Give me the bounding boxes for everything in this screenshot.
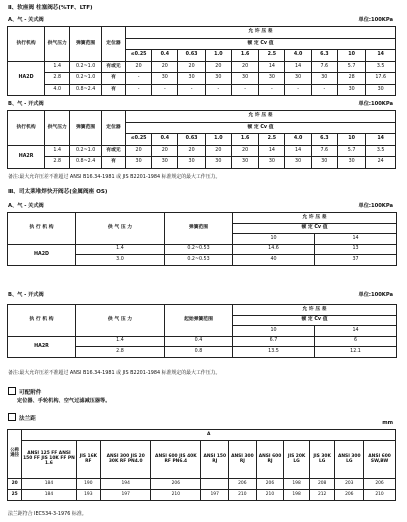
value-cell: 17.6 — [366, 73, 396, 85]
value-cell: 190 — [76, 479, 101, 490]
spring-cell: 0.8~2.4 — [70, 157, 102, 169]
value-cell: - — [231, 84, 258, 96]
value-cell: 6 — [315, 336, 397, 347]
header-actuator: 执行机构 — [8, 111, 45, 146]
value-cell: 14 — [259, 61, 285, 73]
value-cell: - — [205, 84, 231, 96]
supply-cell: 1.4 — [45, 61, 70, 73]
cv-value-header: 4.0 — [285, 50, 311, 62]
spring-cell: 0.2~1.0 — [70, 145, 102, 157]
cv-value-header: 0.63 — [178, 134, 205, 146]
header-diff: 允 许 压 差 — [125, 27, 395, 39]
value-cell: 3.5 — [366, 61, 396, 73]
positioner-cell: 有或无 — [101, 145, 125, 157]
value-cell: 208 — [309, 479, 335, 490]
value-cell — [201, 479, 229, 490]
cv-value-header: 4.0 — [285, 134, 311, 146]
spring-cell: 0.8 — [165, 347, 233, 358]
value-cell: 7.6 — [311, 145, 337, 157]
value-cell: 30 — [285, 157, 311, 169]
cv-value-header: 1.0 — [205, 134, 231, 146]
cv-value-header: 1.6 — [231, 50, 258, 62]
flange-note: 法兰距符合 IEC534-3-1976 标准。 — [8, 511, 87, 517]
value-cell: 203 — [335, 479, 364, 490]
spring-cell: 0.2~1.0 — [70, 73, 102, 85]
value-cell: 14 — [259, 145, 285, 157]
value-cell: 30 — [259, 157, 285, 169]
value-cell: 184 — [22, 490, 76, 501]
cv-value-header: 6.3 — [311, 50, 337, 62]
value-cell: 30 — [231, 73, 258, 85]
value-cell: 20 — [125, 61, 151, 73]
header-positioner: 定位器 — [101, 27, 125, 62]
cv-value-header: 10 — [233, 326, 315, 337]
size-cell: 20 — [8, 479, 22, 490]
value-cell: 20 — [205, 145, 231, 157]
size-cell: 25 — [8, 490, 22, 501]
value-cell: 193 — [76, 490, 101, 501]
actuator-cell: HA2D — [8, 244, 76, 265]
header-supply: 供气压力 — [45, 27, 70, 62]
value-cell: 30 — [125, 157, 151, 169]
header-cv: 额 定 Cv 值 — [125, 38, 395, 50]
cv-value-header: 2.5 — [259, 134, 285, 146]
value-cell: - — [178, 84, 205, 96]
positioner-cell: 有 — [101, 73, 125, 85]
positioner-cell: 有 — [101, 84, 125, 96]
accessories-text: 定位器、手轮机构、空气过滤减压器等。 — [17, 398, 111, 404]
value-cell: 197 — [201, 490, 229, 501]
flange-heading — [8, 413, 36, 423]
value-cell: 30 — [152, 73, 178, 85]
value-cell: 30 — [178, 73, 205, 85]
value-cell: 30 — [337, 157, 365, 169]
value-cell: 198 — [284, 490, 310, 501]
cv-value-header: 10 — [233, 234, 315, 245]
flange-column-header: ANSI 125 FF ANSI 150 FF JIS 10K FF PN 1.6 — [22, 441, 76, 479]
header-spring: 弹簧范围 — [70, 111, 102, 146]
table-row — [8, 61, 396, 73]
value-cell: 194 — [101, 479, 151, 490]
header-supply: 供 气 压 力 — [76, 213, 165, 245]
positioner-cell: 有或无 — [101, 61, 125, 73]
section2-title: Ⅱ、软座阀 柱塞阀芯(%TF、LTF) — [8, 5, 93, 11]
table-row — [8, 84, 396, 96]
cv-value-header: 14 — [366, 134, 396, 146]
checkbox-square-icon — [8, 413, 16, 421]
supply-cell: 1.4 — [76, 244, 165, 255]
value-cell: 210 — [229, 490, 257, 501]
value-cell: 30 — [259, 73, 285, 85]
cv-value-header: 14 — [315, 234, 397, 245]
value-cell: 210 — [256, 490, 284, 501]
section2-b-unit: 单位:100KPa — [358, 101, 393, 107]
header-actuator: 执 行 机 构 — [8, 305, 76, 337]
header-spring: 起始弹簧范围 — [165, 305, 233, 337]
cv-value-header: 10 — [337, 134, 365, 146]
section3-b-unit: 单位:100KPa — [358, 292, 393, 298]
value-cell: 30 — [311, 73, 337, 85]
accessories-title: 可配附件 — [19, 390, 42, 396]
section2-note: 备注:最大允许压差不准超过 ANSI B16.34-1981 或 JIS B2201-1984 标准规定的最大工作压力。 — [8, 174, 221, 180]
header-spring: 弹簧范围 — [70, 27, 102, 62]
header-size: 公称通径 — [8, 430, 22, 479]
value-cell: - — [311, 84, 337, 96]
supply-cell: 2.8 — [76, 347, 165, 358]
header-diff: 允 许 压 差 — [125, 111, 395, 123]
value-cell: 14 — [285, 145, 311, 157]
header-spring: 弹簧范围 — [165, 213, 233, 245]
positioner-cell: 有 — [101, 157, 125, 169]
section3-a-unit: 单位:100KPa — [358, 203, 393, 209]
value-cell: 28 — [337, 73, 365, 85]
cv-value-header: 2.5 — [259, 50, 285, 62]
value-cell: 184 — [22, 479, 76, 490]
table-section2-a — [7, 26, 396, 96]
cv-value-header: ≤0.25 — [125, 134, 151, 146]
flange-column-header: JIS 30K LG — [309, 441, 335, 479]
cv-value-header: 1.0 — [205, 50, 231, 62]
value-cell: - — [125, 84, 151, 96]
section2-b-label: B、气 - 开式阀 — [8, 101, 44, 107]
cv-value-header: 0.63 — [178, 50, 205, 62]
flange-column-header: ANSI 150 RJ — [201, 441, 229, 479]
value-cell: 30 — [285, 73, 311, 85]
value-cell: - — [152, 84, 178, 96]
cv-value-header: 0.4 — [152, 134, 178, 146]
value-cell: 6.7 — [233, 336, 315, 347]
header-positioner: 定位器 — [101, 111, 125, 146]
value-cell: 198 — [284, 479, 310, 490]
value-cell: 20 — [178, 145, 205, 157]
value-cell: 14.6 — [233, 244, 315, 255]
supply-cell: 4.0 — [45, 84, 70, 96]
cv-value-header: 1.6 — [231, 134, 258, 146]
flange-column-header: ANSI 600 RJ — [256, 441, 284, 479]
table-section3-a — [7, 212, 397, 266]
value-cell: 210 — [151, 490, 201, 501]
table-section2-b — [7, 110, 396, 169]
flange-unit: mm — [382, 420, 393, 426]
value-cell: 206 — [229, 479, 257, 490]
flange-column-header: ANSI 300 RJ — [229, 441, 257, 479]
value-cell: - — [125, 73, 151, 85]
supply-cell: 1.4 — [45, 145, 70, 157]
flange-column-header: JIS 16K RF — [76, 441, 101, 479]
table-row — [8, 157, 396, 169]
value-cell: 30 — [205, 73, 231, 85]
cv-value-header: ≤0.25 — [125, 50, 151, 62]
actuator-cell: HA2D — [8, 61, 45, 96]
section3-title: Ⅲ、司太莱堆焊快开阀芯(金属阀座 OS) — [8, 189, 108, 195]
value-cell: 20 — [125, 145, 151, 157]
value-cell: 30 — [205, 157, 231, 169]
flange-column-header: ANSI 300 JIS 20 30K RF PN4.0 — [101, 441, 151, 479]
value-cell: 5.7 — [337, 61, 365, 73]
value-cell: 30 — [311, 157, 337, 169]
cv-value-header: 10 — [337, 50, 365, 62]
supply-cell: 3.0 — [76, 255, 165, 266]
actuator-cell: HA2R — [8, 145, 45, 168]
supply-cell: 1.4 — [76, 336, 165, 347]
value-cell: 37 — [315, 255, 397, 266]
flange-column-header: ANSI 300 LG — [335, 441, 364, 479]
checkbox-square-icon — [8, 387, 16, 395]
table-row — [8, 479, 396, 490]
value-cell: 206 — [256, 479, 284, 490]
header-cv: 额 定 Cv 值 — [125, 122, 395, 134]
spring-cell: 0.2~1.0 — [70, 61, 102, 73]
value-cell: 40 — [233, 255, 315, 266]
cv-value-header: 14 — [366, 50, 396, 62]
value-cell: 206 — [364, 479, 396, 490]
flange-column-header: ANSI 600 SW,BW — [364, 441, 396, 479]
value-cell: 20 — [231, 61, 258, 73]
header-a: A — [22, 430, 396, 441]
actuator-cell: HA2R — [8, 336, 76, 357]
value-cell: 30 — [337, 84, 365, 96]
table-row — [8, 145, 396, 157]
table-row — [8, 336, 397, 347]
value-cell: 13 — [315, 244, 397, 255]
value-cell: 20 — [152, 61, 178, 73]
table-row — [8, 73, 396, 85]
cv-value-header: 0.4 — [152, 50, 178, 62]
value-cell: 30 — [152, 157, 178, 169]
header-cv: 额 定 Cv 值 — [233, 315, 397, 326]
cv-value-header: 14 — [315, 326, 397, 337]
value-cell: 3.5 — [366, 145, 396, 157]
table-row — [8, 490, 396, 501]
section2-a-label: A、气 - 关式阀 — [8, 17, 44, 23]
table-row — [8, 244, 397, 255]
supply-cell: 2.8 — [45, 73, 70, 85]
section3-note: 备注:最大允许压差不准超过 ANSI B16.34-1981 或 JIS B2201-1984 标准规定的最大工作压力。 — [8, 370, 221, 376]
header-actuator: 执 行 机 构 — [8, 213, 76, 245]
value-cell: 20 — [231, 145, 258, 157]
value-cell: 5.7 — [337, 145, 365, 157]
supply-cell: 2.8 — [45, 157, 70, 169]
flange-column-header: JIS 20K LG — [284, 441, 310, 479]
header-diff: 允 许 压 差 — [233, 305, 397, 316]
spring-cell: 0.4 — [165, 336, 233, 347]
value-cell: 206 — [151, 479, 201, 490]
flange-title: 法兰距 — [19, 416, 36, 422]
value-cell: 212 — [309, 490, 335, 501]
value-cell: 12.1 — [315, 347, 397, 358]
value-cell: 13.5 — [233, 347, 315, 358]
header-cv: 额 定 Cv 值 — [233, 223, 397, 234]
value-cell: 20 — [205, 61, 231, 73]
value-cell: 30 — [178, 157, 205, 169]
value-cell: 210 — [364, 490, 396, 501]
table-section3-b — [7, 304, 397, 358]
section3-b-label: B、气 - 开式阀 — [8, 292, 44, 298]
value-cell: - — [285, 84, 311, 96]
flange-column-header: ANSI 600 JIS 40K RF PN6.4 — [151, 441, 201, 479]
table-flange — [7, 429, 396, 501]
header-actuator: 执行机构 — [8, 27, 45, 62]
value-cell: 206 — [335, 490, 364, 501]
spring-cell: 0.8~2.4 — [70, 84, 102, 96]
header-supply: 供气压力 — [45, 111, 70, 146]
section2-a-unit: 单位:100KPa — [358, 17, 393, 23]
value-cell: 197 — [101, 490, 151, 501]
accessories-heading — [8, 387, 41, 397]
value-cell: 24 — [366, 157, 396, 169]
spring-cell: 0.2~0.53 — [165, 244, 233, 255]
value-cell: 14 — [285, 61, 311, 73]
section3-a-label: A、气 - 关式阀 — [8, 203, 44, 209]
value-cell: 20 — [152, 145, 178, 157]
spring-cell: 0.2~0.53 — [165, 255, 233, 266]
header-supply: 供 气 压 力 — [76, 305, 165, 337]
header-diff: 允 许 压 差 — [233, 213, 397, 224]
value-cell: 20 — [178, 61, 205, 73]
value-cell: 7.6 — [311, 61, 337, 73]
value-cell: - — [259, 84, 285, 96]
value-cell: 30 — [366, 84, 396, 96]
value-cell: 30 — [231, 157, 258, 169]
cv-value-header: 6.3 — [311, 134, 337, 146]
